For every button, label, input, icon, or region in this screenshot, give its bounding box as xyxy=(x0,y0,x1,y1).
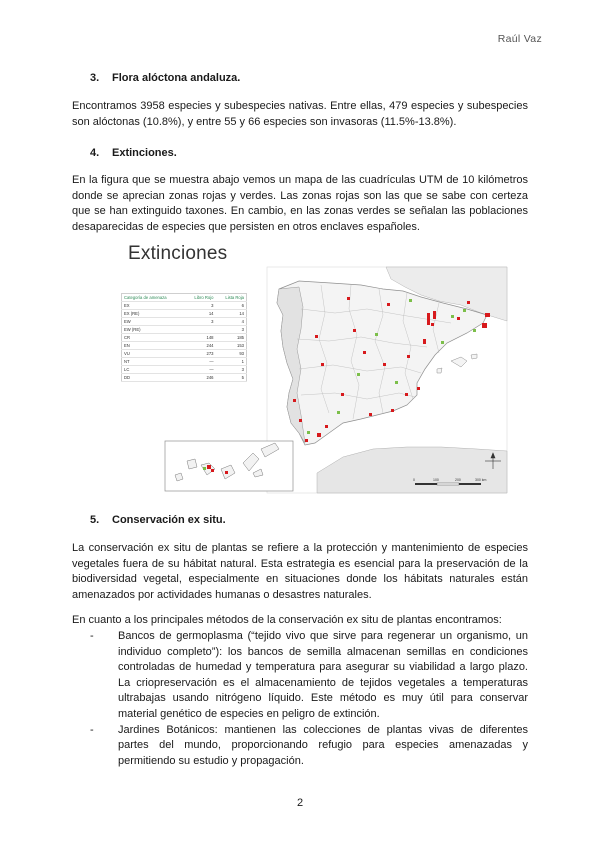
section-3-number: 3. xyxy=(90,72,100,84)
figure-title: Extinciones xyxy=(128,243,228,264)
map-ibiza xyxy=(437,368,442,373)
scale-label-300: 300 km xyxy=(475,478,487,482)
table-row: DD 246 5 xyxy=(122,374,247,382)
header-author: Raúl Vaz xyxy=(497,33,542,45)
table-row: EW (RE) 3 xyxy=(122,326,247,334)
list-item xyxy=(90,723,528,770)
table-header-row xyxy=(122,294,247,302)
section-5-title: Conservación ex situ. xyxy=(112,514,226,526)
section-3-title: Flora alóctona andaluza. xyxy=(112,72,241,84)
scale-label-100: 100 xyxy=(433,478,439,482)
section-3-body: Encontramos 3958 especies y subespecies nativas. Entre ellas, 479 especies y subespecies son alóctonas (10.8%), y entre 55 y 66 especies son invasoras (11.5%-13.8%). xyxy=(72,100,528,128)
table-row: EW 3 4 xyxy=(122,318,247,326)
conservation-methods-list xyxy=(90,629,528,769)
table-row: NT — 1 xyxy=(122,358,247,366)
table-row: EN 244 153 xyxy=(122,342,247,350)
list-item-dash: - xyxy=(90,630,94,642)
list-item-text: Jardines Botánicos: mantienen las colecciones de plantas vivas de diferentes partes del mundo, proporcionando refugio para especies amenazadas y permitiendo su estudio y propagación. xyxy=(118,723,528,767)
page-number: 2 xyxy=(296,797,304,809)
list-item-text: Bancos de germoplasma (“tejido vivo que sirve para regenerar un organismo, un individuo completo”): los bancos de semilla almacenan semillas en condiciones controladas de humedad y temperatura para asegurar su viabilidad a largo plazo. La criopreservación es el almacenamiento de tejidos vegetales a temperaturas ultrabajas usando nitrógeno líquido. Este método es muy útil para conservar material genético de especies en peligro de extinción. xyxy=(118,630,528,720)
section-4-number: 4. xyxy=(90,147,100,159)
table-header-lista-roja: Lista Roja xyxy=(216,294,247,302)
table-row: CR 148 185 xyxy=(122,334,247,342)
section-4-body: En la figura que se muestra abajo vemos un mapa de las cuadrículas UTM de 10 kilómetros donde se aprecian zonas rojas y verdes. Las zonas rojas son las que se sabe con certeza que se han extinguido taxones. En cambio, en las zonas verdes se señalan las poblaciones desaparecidas de especies que persisten en otros enclaves españoles. xyxy=(72,174,528,233)
section-5-number: 5. xyxy=(90,514,100,526)
map-menorca xyxy=(471,354,477,359)
section-4-heading xyxy=(90,147,177,159)
table-row: LC — 3 xyxy=(122,366,247,374)
table-row: VU 273 93 xyxy=(122,350,247,358)
scale-label-200: 200 xyxy=(455,478,461,482)
section-4-title: Extinciones. xyxy=(112,147,177,159)
section-3-heading xyxy=(90,72,240,84)
table-row: EX (RE) 14 14 xyxy=(122,310,247,318)
table-header-category: Categoría de amenaza xyxy=(122,294,185,302)
section-5-body-1: La conservación ex situ de plantas se refiere a la protección y mantenimiento de especies vegetales fuera de su hábitat natural. Esta estrategia es esencial para la preservación de la biodiversidad vegetal, especialmente en situaciones donde los hábitats naturales están amenazados por actividades humanas o desastres naturales. xyxy=(72,542,528,601)
canary-lost-cells xyxy=(203,467,206,470)
extinctions-figure xyxy=(121,243,509,495)
table-header-libro-rojo: Libro Rojo xyxy=(185,294,216,302)
scale-label-0: 0 xyxy=(413,478,415,482)
section-5-heading xyxy=(90,514,226,526)
list-item xyxy=(90,629,528,723)
section-5-body-2: En cuanto a los principales métodos de la conservación ex situ de plantas encontramos: xyxy=(72,614,502,626)
list-item-dash: - xyxy=(90,723,94,736)
threat-category-table xyxy=(121,293,247,382)
table-row: EX 3 6 xyxy=(122,302,247,310)
